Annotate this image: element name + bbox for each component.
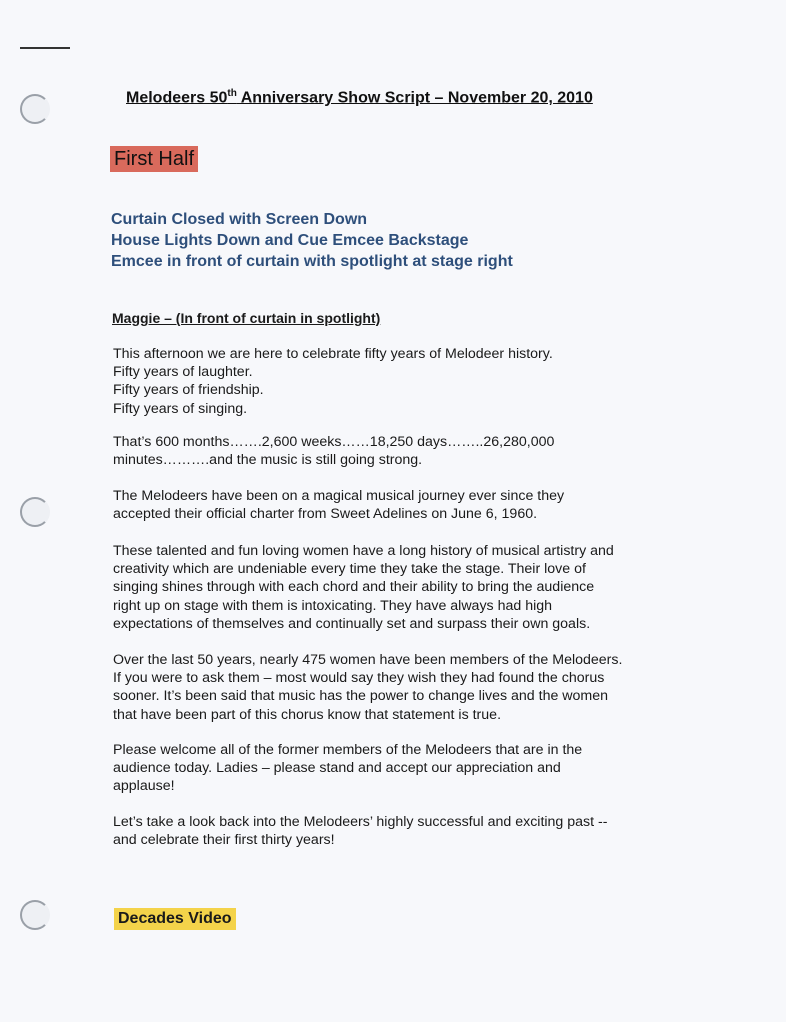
- paragraph-welcome: [113, 741, 688, 796]
- stage-direction: Curtain Closed with Screen Down: [111, 211, 368, 228]
- paragraph-charter: [113, 487, 688, 523]
- section-first-half: First Half: [110, 146, 198, 172]
- page-title: [126, 88, 593, 107]
- title-main: Melodeers 50: [126, 89, 228, 107]
- text-line: Over the last 50 years, nearly 475 women have been members of the Melodeers.: [113, 652, 623, 668]
- text-line: sooner. It’s been said that music has the power to change lives and the women: [113, 688, 609, 705]
- stage-direction: Emcee in front of curtain with spotlight at stage right: [111, 253, 513, 270]
- text-line: creativity which are undeniable every time they take the stage. Their love of: [113, 561, 586, 578]
- title-rest: Anniversary Show Script – November 20, 2010: [236, 89, 593, 107]
- text-line: and celebrate their first thirty years!: [113, 832, 335, 849]
- binder-hole-top: [20, 94, 50, 124]
- text-line: These talented and fun loving women have a long history of musical artistry and: [113, 543, 614, 559]
- stage-direction: House Lights Down and Cue Emcee Backstage: [111, 232, 469, 249]
- text-line: Fifty years of laughter.: [113, 364, 253, 381]
- binder-hole-bottom: [20, 900, 50, 930]
- text-line: The Melodeers have been on a magical musical journey ever since they: [113, 488, 565, 504]
- text-line: Fifty years of friendship.: [113, 382, 264, 399]
- corner-mark: [20, 47, 70, 49]
- title-superscript: th: [227, 88, 237, 99]
- text-line: applause!: [113, 778, 175, 795]
- text-line: right up on stage with them is intoxicating. They have always had high: [113, 597, 553, 614]
- text-line: audience today. Ladies – please stand and accept our appreciation and: [113, 760, 561, 777]
- text-line: that have been part of this chorus know that statement is true.: [113, 706, 502, 723]
- decades-video-cue: Decades Video: [114, 908, 236, 930]
- text-line: Please welcome all of the former members of the Melodeers that are in the: [113, 742, 583, 758]
- text-line: expectations of themselves and continually set and surpass their own goals.: [113, 615, 591, 632]
- paragraph-intro: [113, 345, 688, 418]
- text-line: accepted their official charter from Sweet Adelines on June 6, 1960.: [113, 506, 538, 523]
- stage-directions: [111, 209, 513, 272]
- paragraph-members: [113, 651, 688, 724]
- text-line: This afternoon we are here to celebrate fifty years of Melodeer history.: [113, 346, 553, 362]
- text-line: Let’s take a look back into the Melodeers’ highly successful and exciting past --: [113, 814, 608, 830]
- speaker-heading: Maggie – (In front of curtain in spotlight): [112, 310, 381, 326]
- binder-hole-middle: [20, 497, 50, 527]
- paragraph-lookback: [113, 813, 688, 849]
- paragraph-time: [113, 433, 688, 469]
- text-line: That’s 600 months…….2,600 weeks……18,250 days……..26,280,000: [113, 434, 555, 450]
- paragraph-talent: [113, 542, 688, 633]
- text-line: Fifty years of singing.: [113, 400, 248, 417]
- text-line: If you were to ask them – most would say they wish they had found the chorus: [113, 670, 605, 687]
- text-line: singing shines through with each chord and their ability to bring the audience: [113, 579, 595, 596]
- text-line: minutes……….and the music is still going strong.: [113, 452, 423, 469]
